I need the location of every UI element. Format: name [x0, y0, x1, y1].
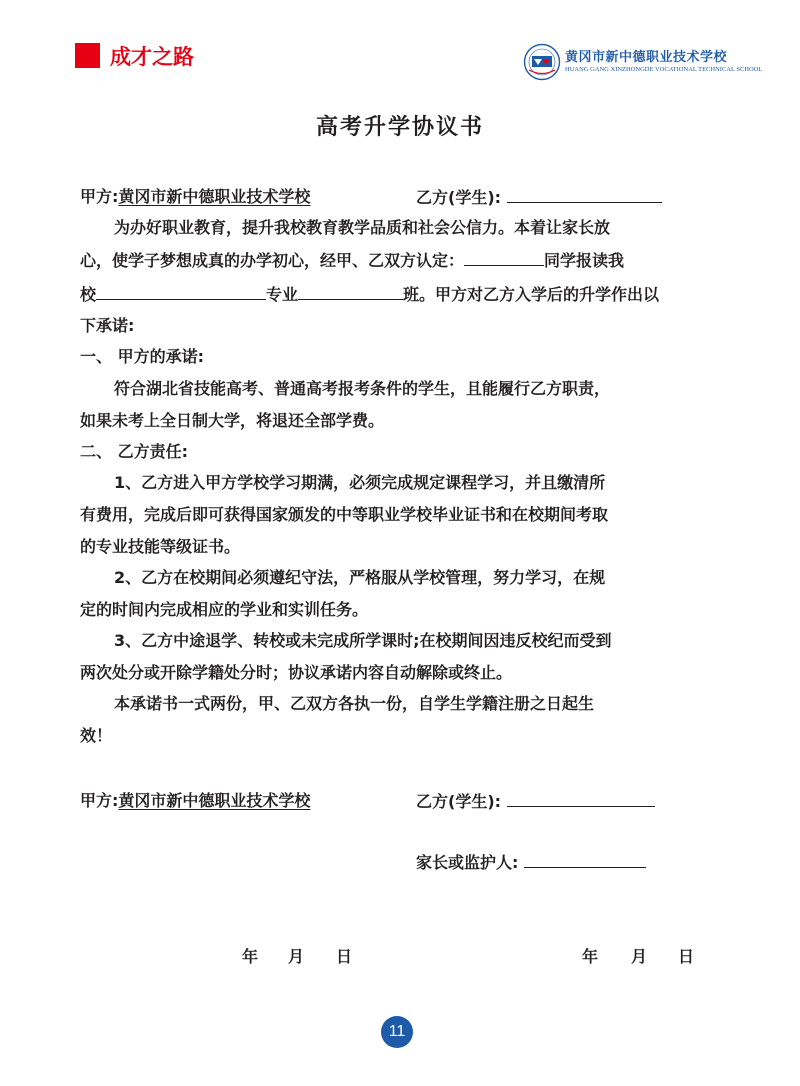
- intro-line-2b: 同学报读我: [544, 251, 625, 270]
- class-blank[interactable]: [298, 283, 403, 300]
- section-1-heading: 一、 甲方的承诺:: [80, 347, 204, 366]
- section-title: 成才之路: [110, 44, 194, 69]
- date-left-year: 年: [242, 947, 259, 966]
- party-a-line: [80, 186, 310, 208]
- signature-party-b-label: 乙方(学生):: [416, 792, 502, 811]
- party-b-blank[interactable]: [507, 186, 662, 203]
- section-2-heading: 二、 乙方责任:: [80, 442, 188, 461]
- intro-line-3b: 专业: [266, 285, 299, 304]
- closing-line-2: 效！: [80, 726, 113, 745]
- item-1-line-2: 有费用，完成后即可获得国家颁发的中等职业学校毕业证书和在校期间考取: [80, 505, 609, 524]
- school-logo-icon: [523, 43, 561, 81]
- page-number: 11: [381, 1016, 413, 1048]
- school-name-en: HUANG GANG XINZHONGDE VOCATIONAL TECHNICAL SCHOOL: [565, 66, 763, 73]
- item-2-line-1: 2、乙方在校期间必须遵纪守法，严格服从学校管理，努力学习，在规: [114, 568, 606, 587]
- item-2-line-2: 定的时间内完成相应的学业和实训任务。: [80, 600, 369, 619]
- intro-line-2: [80, 249, 624, 272]
- guardian-label: 家长或监护人:: [416, 853, 519, 872]
- section-1-line-1: 符合湖北省技能高考、普通高考报考条件的学生，且能履行乙方职责，: [114, 379, 611, 398]
- item-1-line-1: 1、乙方进入甲方学校学习期满，必须完成规定课程学习，并且缴清所: [114, 473, 606, 492]
- signature-party-b-blank[interactable]: [507, 790, 655, 807]
- intro-line-3: [80, 283, 659, 306]
- date-right-year: 年: [582, 947, 599, 966]
- intro-line-3a: 校: [80, 285, 97, 304]
- party-a-label: 甲方:: [80, 187, 119, 206]
- date-left-day: 日: [336, 947, 353, 966]
- item-1-line-3: 的专业技能等级证书。: [80, 537, 241, 556]
- signature-party-b: [416, 790, 655, 813]
- intro-line-3c: 班。甲方对乙方入学后的升学作出以: [403, 285, 660, 304]
- signature-party-a-name: 黄冈市新中德职业技术学校: [118, 791, 311, 810]
- party-b-label: 乙方(学生):: [416, 188, 502, 207]
- school-name-cn: 黄冈市新中德职业技术学校: [565, 50, 728, 65]
- guardian-blank[interactable]: [524, 851, 646, 868]
- document-title: 高考升学协议书: [315, 115, 484, 140]
- header-accent-square: [75, 43, 100, 68]
- section-1-line-2: 如果未考上全日制大学，将退还全部学费。: [80, 411, 385, 430]
- major-blank[interactable]: [96, 283, 266, 300]
- intro-line-4: 下承诺:: [80, 316, 135, 335]
- intro-line-1: 为办好职业教育，提升我校教育教学品质和社会公信力。本着让家长放: [114, 218, 611, 237]
- signature-party-a-label: 甲方:: [80, 791, 119, 810]
- student-name-blank[interactable]: [464, 249, 544, 266]
- date-right-month: 月: [631, 947, 648, 966]
- date-left-month: 月: [288, 947, 305, 966]
- signature-party-a: [80, 790, 310, 812]
- item-3-line-2: 两次处分或开除学籍处分时；协议承诺内容自动解除或终止。: [80, 663, 513, 682]
- item-3-line-1: 3、乙方中途退学、转校或未完成所学课时;在校期间因违反校纪而受到: [114, 631, 612, 650]
- date-right-day: 日: [678, 947, 695, 966]
- party-a-name: 黄冈市新中德职业技术学校: [118, 187, 311, 206]
- signature-guardian: [416, 851, 646, 874]
- party-b-line: [416, 186, 662, 209]
- intro-line-2a: 心，使学子梦想成真的办学初心，经甲、乙双方认定：: [80, 251, 465, 270]
- closing-line-1: 本承诺书一式两份，甲、乙双方各执一份，自学生学籍注册之日起生: [114, 694, 595, 713]
